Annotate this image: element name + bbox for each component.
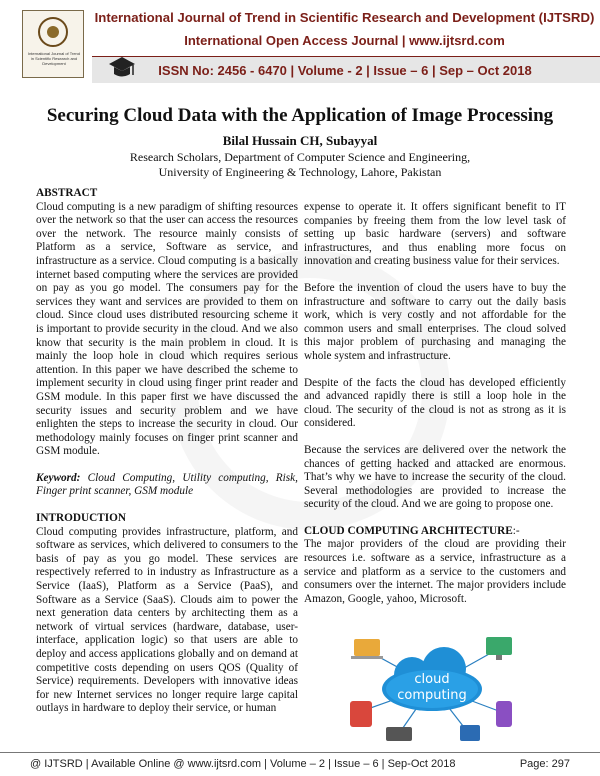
- cloud-computing-figure: [348, 631, 516, 743]
- paper-title: Securing Cloud Data with the Application of Image Processing: [46, 105, 554, 126]
- header-rule: [92, 56, 600, 57]
- paper-authors: Bilal Hussain CH, Subayyal: [222, 133, 378, 148]
- device-monitor-icon: [486, 637, 512, 660]
- logo-text: International Journal of Trend in Scientific Research and Development: [27, 51, 81, 66]
- cloud-label-line1: cloud: [414, 672, 450, 687]
- right-paragraph-1: expense to operate it. It offers significant benefit to IT companies by freeing them from the low level task of setting up basic hardware (servers) and software infrastructures, and thus enabling more focus on innovation and creating business value for their services.: [304, 201, 566, 268]
- right-paragraph-5: The major providers of the cloud are providing their resources i.e. software as a service, infrastructure as a service and platform as a service to the customers and consumers over the internet. The major providers include Amazon, Google, yahoo, Microsoft.: [304, 538, 566, 605]
- device-laptop-icon: [351, 639, 383, 659]
- affiliation-line-2: University of Engineering & Technology, Lahore, Pakistan: [158, 165, 442, 179]
- left-column: [36, 187, 298, 729]
- page-footer: [0, 752, 600, 773]
- affiliation-line-1: Research Scholars, Department of Computer Science and Engineering,: [129, 150, 471, 164]
- device-tablet-icon: [350, 701, 372, 727]
- abstract-heading: ABSTRACT: [36, 187, 98, 199]
- right-paragraph-3: Despite of the facts the cloud has developed efficiently and advanced rapidly there is still a loop hole in the cloud. The security of the cloud is not as strong as it is considered.: [304, 376, 566, 430]
- right-paragraph-2: Before the invention of cloud the users have to buy the infrastructure and software to carry out the daily basis work, which is very costly and not affordable for the common users and small enterprises. The cloud solved this major problem of purchasing and managing the whole system and infrastructure.: [304, 281, 566, 362]
- right-column: [304, 201, 566, 619]
- device-phone-icon: [496, 701, 512, 727]
- architecture-heading: [304, 525, 566, 539]
- architecture-heading-text: CLOUD COMPUTING ARCHITECTURE: [304, 524, 513, 537]
- device-printer-icon: [386, 727, 412, 741]
- journal-name: International Journal of Trend in Scientific Research and Development (IJTSRD): [94, 10, 595, 25]
- logo-seal-icon: [38, 17, 68, 47]
- device-server-icon: [460, 725, 480, 741]
- journal-access-line: International Open Access Journal | www.ijtsrd.com: [184, 33, 505, 48]
- keywords: [36, 472, 298, 499]
- paper-affiliation: [0, 150, 600, 180]
- footer-citation: @ IJTSRD | Available Online @ www.ijtsrd.com | Volume – 2 | Issue – 6 | Sep-Oct 2018: [30, 758, 456, 770]
- cloud-label-line2: computing: [397, 688, 467, 703]
- keywords-text: Cloud Computing, Utility computing, Risk, Finger print scanner, GSM module: [36, 471, 298, 498]
- architecture-heading-suffix: :-: [512, 524, 520, 537]
- abstract-text: Cloud computing is a new paradigm of shifting resources over the network so that the user can access the resources over the network. The resource mainly consists of Platform as a service, Software as service, and infrastructure as a service. Cloud computing is a basically internet based computing where the services are provided on pay as you go model. The consumers pay for the services they want and services are provided to them on cloud. Since cloud uses distributed resourcing scheme it is important to provide security in the cloud. And we also know that security is the main problem in cloud. It is mainly the loop hole in cloud which requires serious attention. In this paper we have described the scheme to implement security in cloud using finger print reader and GSM module. In this paper first we have discussed the security issues and security problem and we have enlighten the steps to increase the security in cloud. Our methodology mainly focuses on finger print scanner and GSM module.: [36, 200, 298, 458]
- page-number: Page: 297: [519, 758, 570, 770]
- journal-logo: [22, 10, 84, 78]
- journal-header: [0, 0, 600, 90]
- right-paragraph-4: Because the services are delivered over the network the chances of getting hacked and attacked are enormous. That’s why we have to increase the security of the cloud. Several methodologies are provided to increase the security of the cloud. And we are going to propose one.: [304, 443, 566, 511]
- introduction-heading: INTRODUCTION: [36, 512, 127, 525]
- issn-line: ISSN No: 2456 - 6470 | Volume - 2 | Issue – 6 | Sep – Oct 2018: [158, 63, 532, 78]
- keywords-label: Keyword:: [36, 471, 81, 484]
- introduction-text: Cloud computing provides infrastructure, platform, and software as services, which delivered to consumers to the basis of pay as you go model. These services are respectively referred to in industry as Infrastructure as a Service (IaaS), Platform as a Service (PaaS), and Software as a Service (SaaS). Clouds aim to power the next generation data centers by architecting them as a network of virtual services (hardware, database, user-interface, application logic) so that users are able to deploy and access applications globally and on demand at competitive costs depending on users QOS (Quality of Service) requirements. Developers with innovative ideas for new Internet services no longer require large capital outlays in hardware to deploy their service, or human: [36, 525, 298, 715]
